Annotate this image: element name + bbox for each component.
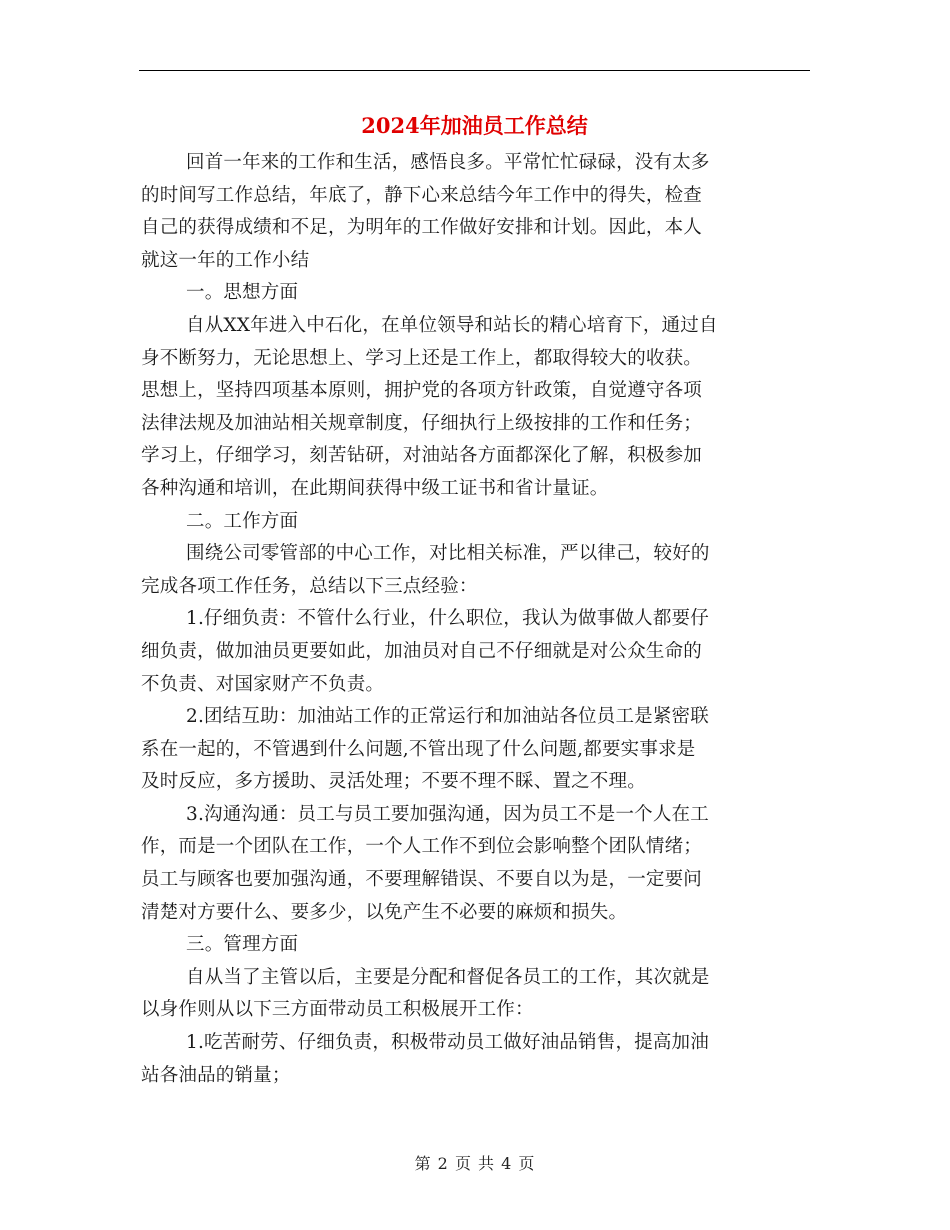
text-line: 身不断努力，无论思想上、学习上还是工作上，都取得较大的收获。 xyxy=(141,347,703,369)
header-rule xyxy=(139,70,810,71)
text-line: 细负责，做加油员更要如此，加油员对自己不仔细就是对公众生命的 xyxy=(141,640,703,662)
text-line: 围绕公司零管部的中心工作，对比相关标准，严以律己，较好的 xyxy=(186,543,710,565)
text-line: 法律法规及加油站相关规章制度，仔细执行上级按排的工作和任务； xyxy=(141,412,703,434)
text-line: 以身作则从以下三方面带动员工积极展开工作： xyxy=(141,999,534,1021)
text-line: 1.吃苦耐劳、仔细负责，积极带动员工做好油品销售，提高加油 xyxy=(186,1032,709,1054)
text-line: 思想上，坚持四项基本原则，拥护党的各项方针政策，自觉遵守各项 xyxy=(141,380,703,402)
text-line: 及时反应，多方援助、灵活处理；不要不理不睬、置之不理。 xyxy=(141,771,646,793)
text-line: 二。工作方面 xyxy=(186,510,299,532)
text-line: 就这一年的工作小结 xyxy=(141,249,310,271)
text-line: 员工与顾客也要加强沟通，不要理解错误、不要自以为是，一定要问 xyxy=(141,869,703,891)
document-title: 2024年加油员工作总结 xyxy=(361,113,588,138)
page-number: 第 2 页 共 4 页 xyxy=(414,1154,536,1173)
text-line: 完成各项工作任务，总结以下三点经验： xyxy=(141,575,478,597)
text-line: 不负责、对国家财产不负责。 xyxy=(141,673,385,695)
text-line: 自从当了主管以后，主要是分配和督促各员工的工作，其次就是 xyxy=(186,966,710,988)
text-line: 2.团结互助：加油站工作的正常运行和加油站各位员工是紧密联 xyxy=(186,706,709,728)
text-line: 各种沟通和培训，在此期间获得中级工证书和省计量证。 xyxy=(141,477,609,499)
text-line: 学习上，仔细学习，刻苦钻研，对油站各方面都深化了解，积极参加 xyxy=(141,445,703,467)
text-line: 作，而是一个团队在工作，一个人工作不到位会影响整个团队情绪； xyxy=(141,836,703,858)
text-line: 的时间写工作总结，年底了，静下心来总结今年工作中的得失，检查 xyxy=(141,184,703,206)
text-line: 1.仔细负责：不管什么行业，什么职位，我认为做事做人都要仔 xyxy=(186,608,709,630)
text-line: 回首一年来的工作和生活，感悟良多。平常忙忙碌碌，没有太多 xyxy=(186,152,710,173)
text-line: 一。思想方面 xyxy=(186,282,299,304)
text-line: 站各油品的销量； xyxy=(141,1064,291,1086)
text-line: 三。管理方面 xyxy=(186,934,299,956)
text-line: 3.沟通沟通：员工与员工要加强沟通，因为员工不是一个人在工 xyxy=(186,803,709,825)
text-line: 系在一起的，不管遇到什么问题,不管出现了什么问题,都要实事求是 xyxy=(141,738,696,760)
text-line: 自己的获得成绩和不足，为明年的工作做好安排和计划。因此，本人 xyxy=(141,217,703,239)
document-body xyxy=(141,147,809,1092)
text-line: 清楚对方要什么、要多少，以免产生不必要的麻烦和损失。 xyxy=(141,901,628,923)
text-line: 自从XX年进入中石化，在单位领导和站长的精心培育下，通过自 xyxy=(186,314,718,336)
